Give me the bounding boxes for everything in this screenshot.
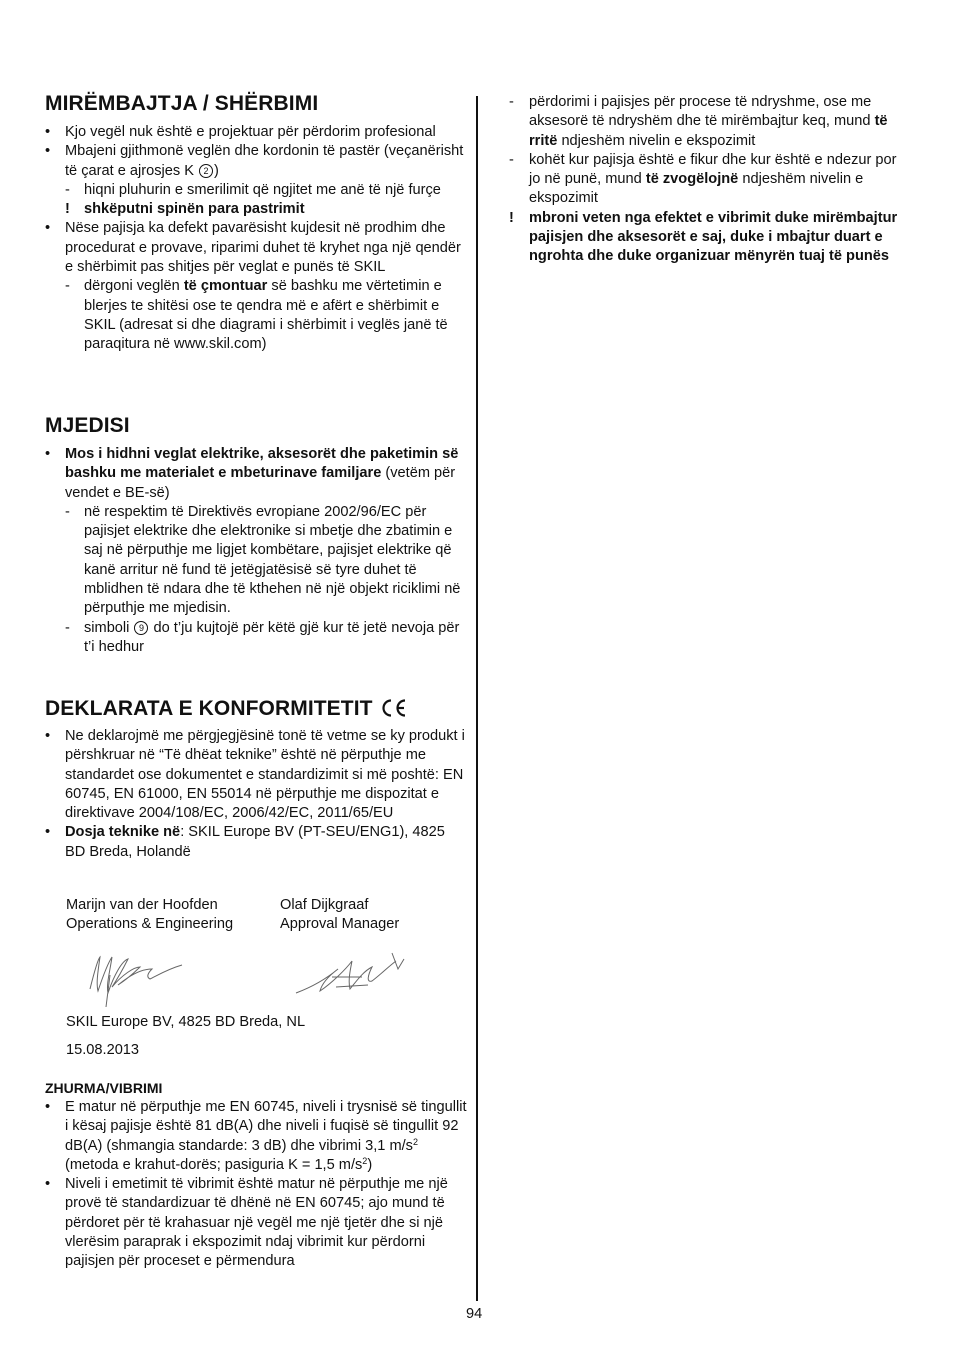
signer-1-role: Operations & Engineering — [66, 916, 234, 932]
declaration-date: 15.08.2013 — [66, 1042, 140, 1058]
ce-mark-icon — [379, 698, 407, 718]
signature-2-image — [292, 947, 414, 1003]
warning-item: ! shkëputni spinën para pastrimit — [65, 201, 305, 218]
noise-continued-list — [509, 93, 909, 267]
maintenance-heading: MIRËMBAJTJA / SHËRBIMI — [45, 92, 319, 115]
signer-2-role: Approval Manager — [280, 916, 400, 932]
list-item: • Mbajeni gjithmonë veglën dhe kordonin të pastër (veçanërisht të çarat e ajrosjes K 2 ) — [45, 143, 464, 179]
list-item: • Niveli i emetimit të vibrimit është matur në përputhje me një provë të standardizuar të dhënë në EN 60745; ajo mund të përdoret për të krahasuar një vegël me një tjetër dhe si një vlerësim paraprak i ekspozimit ndaj vibrimit kur përdorni pajisjen për proceset e përmendura — [45, 1176, 448, 1270]
declaration-heading: DEKLARATA E KONFORMITETIT — [45, 697, 407, 721]
column-divider — [476, 96, 478, 1301]
noise-heading: ZHURMA/VIBRIMI — [45, 1080, 163, 1096]
page-number: 94 — [466, 1306, 483, 1322]
list-subitem: - kohët kur pajisja është e fikur dhe kur është e ndezur por jo në punë, mund të zvogëlojnë ndjeshëm nivelin e ekspozimit — [509, 151, 897, 207]
list-subitem: - në respektim të Direktivës evropiane 2002/96/EC për pajisjet elektrike dhe elektronike si mbetje dhe zbatimin e saj në përputhje me ligjet kombëtare, pajisjet elektrike që kanë arritur në fund të jetëgjatësisë së tyre duhet të mblidhen të ndara dhe të kthehen në një objekt riciklimi në përputhje me mjedisin. — [65, 503, 461, 617]
list-subitem: - hiqni pluhurin e smerilimit që ngjitet me anë të një furçe — [65, 181, 441, 198]
list-item: • Dosja teknike në: SKIL Europe BV (PT-SEU/ENG1), 4825 BD Breda, Holandë — [45, 824, 445, 860]
signer-2-name: Olaf Dijkgraaf — [280, 897, 369, 913]
list-item: • Mos i hidhni veglat elektrike, aksesorët dhe paketimin së bashku me materialet e mbeturinave familjare (vetëm për vendet e BE-së) — [45, 446, 459, 501]
maintenance-list — [45, 123, 467, 355]
list-item: • E matur në përputhje me EN 60745, niveli i trysnisë së tingullit i kësaj pajisje është 81 dB(A) dhe niveli i fuqisë së tingullit 92 dB(A) (shmangia standarde: 3 dB) dhe vibrimi 3,1 $m/s^2$ (metoda e krahut-dorës; pasiguria K = 1,5 $m/s^2$) — [45, 1099, 467, 1173]
warning-item: ! mbroni veten nga efektet e vibrimit duke mirëmbajtur pajisjen dhe aksesorët e saj, duke i mbajtur duart e ngrohta dhe duke organizuar mënyrën tuaj të punës — [509, 209, 898, 265]
noise-list — [45, 1098, 467, 1272]
environment-list — [45, 445, 467, 657]
signature-1-image — [82, 945, 194, 1009]
list-subitem: - simboli 9 do t’ju kujtojë për këtë gjë kur të jetë nevoja për t’i hedhur — [65, 619, 460, 655]
list-subitem: - përdorimi i pajisjes për procese të ndryshme, ose me aksesorë të ndryshëm dhe të mirëmbajtur keq, mund të rritë ndjeshëm nivelin e ekspozimit — [509, 94, 888, 149]
list-subitem: - dërgoni veglën të çmontuar së bashku me vërtetimin e blerjes te shitësi ose te qendra më e afërt e shërbimit e SKIL (adresat si dhe diagrami i shërbimit i veglës janë të paraqitura në www.skil.com) — [65, 278, 448, 353]
list-item: • Ne deklarojmë me përgjegjësinë tonë të vetme se ky produkt i përshkruar në “Të dhëat teknike” është në përputhje me standardet ose dokumentet e standardizimit si më poshtë: EN 60745, EN 61000, EN 55014 në përputhje me dispozitat e direktivave 2004/108/EC, 2006/42/EC, 2011/65/EU — [45, 728, 465, 822]
list-item: • Nëse pajisja ka defekt pavarësisht kujdesit në prodhim dhe procedurat e provave, riparimi duhet të kryhet nga një qendër e shërbimit pas shitjes për veglat e punës të SKIL — [45, 220, 461, 276]
environment-heading: MJEDISI — [45, 414, 130, 437]
figure-ref-9: 9 — [134, 621, 148, 635]
list-item: • Kjo vegël nuk është e projektuar për përdorim profesional — [45, 124, 436, 140]
company-address: SKIL Europe BV, 4825 BD Breda, NL — [66, 1014, 306, 1030]
signer-1-name: Marijn van der Hoofden — [66, 897, 218, 913]
declaration-list — [45, 727, 467, 862]
figure-ref-2: 2 — [199, 164, 213, 178]
